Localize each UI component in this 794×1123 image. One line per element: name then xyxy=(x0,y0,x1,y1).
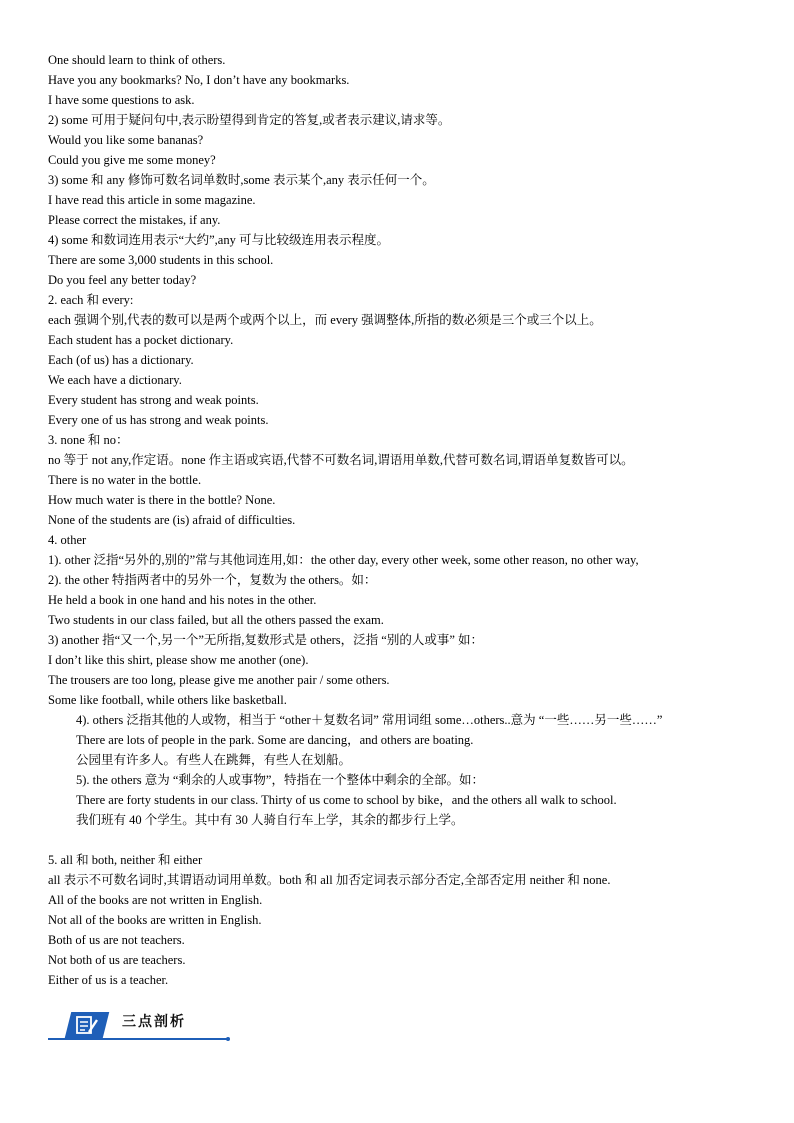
paragraph-gap xyxy=(48,830,768,850)
text-line: Please correct the mistakes, if any. xyxy=(48,213,221,227)
section-banner xyxy=(48,1006,230,1042)
text-line: I have read this article in some magazine. xyxy=(48,193,256,207)
text-line: Both of us are not teachers. xyxy=(48,933,185,947)
indented-line: There are forty students in our class. Thirty of us come to school by bike，and the others all walk to school. xyxy=(76,793,617,807)
text-line: Do you feel any better today? xyxy=(48,273,197,287)
text-line: Every student has strong and weak points. xyxy=(48,393,259,407)
text-line: Could you give me some money? xyxy=(48,153,216,167)
text-line: each 强调个别,代表的数可以是两个或两个以上，而 every 强调整体,所指的数必须是三个或三个以上。 xyxy=(48,313,602,327)
indented-line: There are lots of people in the park. Some are dancing，and others are boating. xyxy=(76,733,474,747)
section-heading: 4. other xyxy=(48,533,87,547)
section-heading: 5. all 和 both, neither 和 either xyxy=(48,853,203,867)
text-line: There are some 3,000 students in this school. xyxy=(48,253,274,267)
text-line: Not both of us are teachers. xyxy=(48,953,186,967)
text-line: 2) some 可用于疑问句中,表示盼望得到肯定的答复,或者表示建议,请求等。 xyxy=(48,113,451,127)
text-line: How much water is there in the bottle? None. xyxy=(48,493,276,507)
text-line: I have some questions to ask. xyxy=(48,93,195,107)
text-line: There is no water in the bottle. xyxy=(48,473,202,487)
document-body xyxy=(48,50,768,990)
section-title: 三点剖析 xyxy=(122,1014,186,1030)
text-line: All of the books are not written in English. xyxy=(48,893,263,907)
text-line: Would you like some bananas? xyxy=(48,133,204,147)
indented-line: 公园里有许多人。有些人在跳舞，有些人在划船。 xyxy=(76,753,352,767)
text-line: He held a book in one hand and his notes in the other. xyxy=(48,593,317,607)
text-line: Every one of us has strong and weak points. xyxy=(48,413,269,427)
text-line: Have you any bookmarks? No, I don’t have any bookmarks. xyxy=(48,73,350,87)
banner-dot xyxy=(226,1037,230,1041)
text-line: Either of us is a teacher. xyxy=(48,973,169,987)
text-line: Two students in our class failed, but all the others passed the exam. xyxy=(48,613,384,627)
text-line: 3) some 和 any 修饰可数名词单数时,some 表示某个,any 表示任何一个。 xyxy=(48,173,435,187)
section-heading: 3. none 和 no： xyxy=(48,433,129,447)
indented-line: 4). others 泛指其他的人或物，相当于 “other＋复数名词” 常用词组 some…others..意为 “一些……另一些……” xyxy=(76,713,663,727)
text-line: Each student has a pocket dictionary. xyxy=(48,333,234,347)
text-line: We each have a dictionary. xyxy=(48,373,182,387)
text-line: no 等于 not any,作定语。none 作主语或宾语,代替不可数名词,谓语用单数,代替可数名词,谓语单复数皆可以。 xyxy=(48,453,634,467)
text-line: 3) another 指“又一个,另一个”无所指,复数形式是 others，泛指 “别的人或事” 如： xyxy=(48,633,484,647)
text-line: Not all of the books are written in English. xyxy=(48,913,262,927)
indented-line: 5). the others 意为 “剩余的人或事物”，特指在一个整体中剩余的全部。如： xyxy=(76,773,484,787)
text-line: None of the students are (is) afraid of difficulties. xyxy=(48,513,296,527)
text-line: 2). the other 特指两者中的另外一个，复数为 the others。如： xyxy=(48,573,377,587)
text-line: 1). other 泛指“另外的,别的”常与其他词连用,如：the other day, every other week, some other reason, no other way, xyxy=(48,553,639,567)
text-line: Some like football, while others like basketball. xyxy=(48,693,287,707)
notepad-pencil-icon xyxy=(65,1012,109,1038)
banner-rule xyxy=(48,1038,228,1040)
indented-line: 我们班有 40 个学生。其中有 30 人骑自行车上学，其余的都步行上学。 xyxy=(76,813,464,827)
text-line: I don’t like this shirt, please show me another (one). xyxy=(48,653,309,667)
text-line: One should learn to think of others. xyxy=(48,53,226,67)
text-line: Each (of us) has a dictionary. xyxy=(48,353,194,367)
section-heading: 2. each 和 every: xyxy=(48,293,134,307)
text-line: all 表示不可数名词时,其谓语动词用单数。both 和 all 加否定词表示部分否定,全部否定用 neither 和 none. xyxy=(48,873,611,887)
text-line: The trousers are too long, please give me another pair / some others. xyxy=(48,673,390,687)
text-line: 4) some 和数词连用表示“大约”,any 可与比较级连用表示程度。 xyxy=(48,233,389,247)
